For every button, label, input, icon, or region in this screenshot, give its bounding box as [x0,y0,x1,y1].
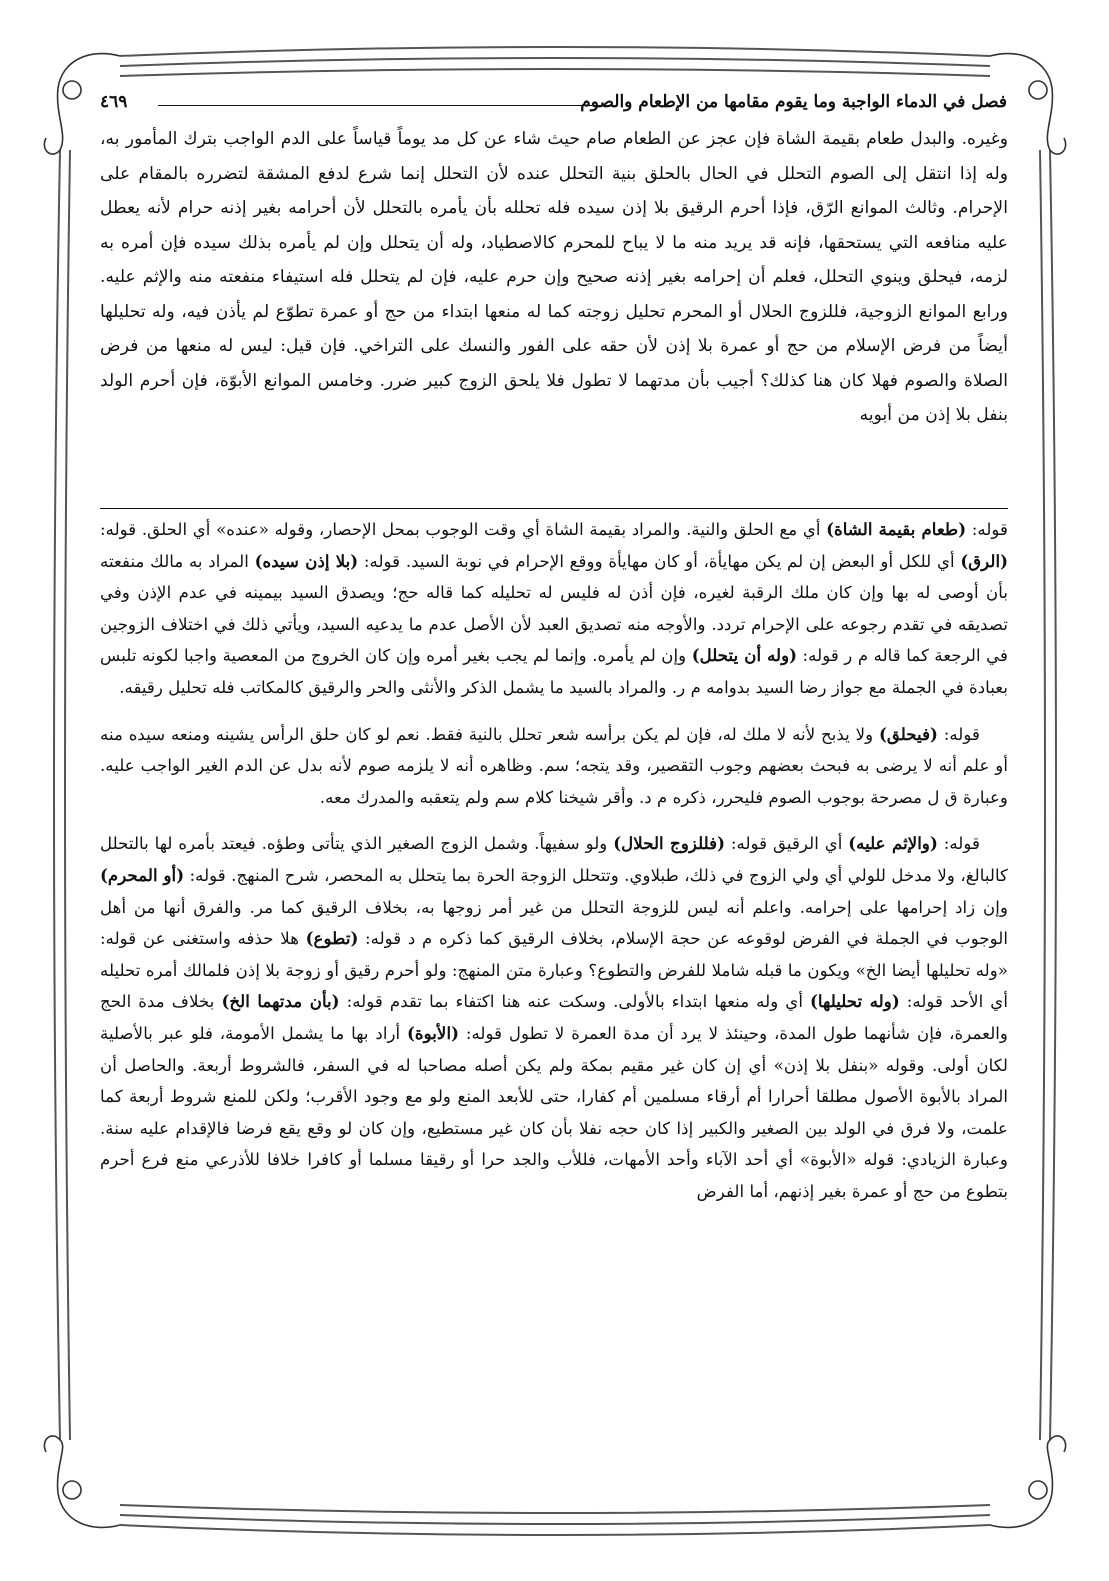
commentary [100,514,1008,1207]
main-paragraph: وغيره. والبدل طعام بقيمة الشاة فإن عجز عن الطعام صام حيث شاء عن كل مد يوماً قياساً على الدم الواجب بترك المأمور به، وله إذا انتقل إلى الصوم التحلل في الحال بالحلق بنية التحلل عنده لأن التحلل إنما شرع لدفع المشقة لتضرره بالمقام على الإحرام. وثالث الموانع الرّق، فإذا أحرم الرقيق بلا إذن سيده فله تحلله بأن يأمره بالتحلل لأن أحرامه بغير إذنه حرام لأنه يعطل عليه منافعه التي يستحقها، فإنه قد يريد منه ما لا يباح للمحرم كالاصطياد، وله أن يتحلل وإن لم يأمره بذلك سيده فإن أمره به لزمه، فيحلق وينوي التحلل، فعلم أن إحرامه بغير إذنه صحيح وإن حرم عليه، فإن لم يتحلل فله استيفاء منفعته منه والإثم عليه. ورابع الموانع الزوجية، فللزوج الحلال أو المحرم تحليل زوجته كما له منعها ابتداء من حج أو عمرة تطوّع لم يأذن فيه، وله تحليلها أيضاً من فرض الإسلام من حج أو عمرة بلا إذن لأن حقه على الفور والنسك على التراخي. فإن قيل: ليس له منعها من فرض الصلاة والصوم فهلا كان هنا كذلك؟ أجيب بأن مدتهما لا تطول فلا يلحق الزوج كبير ضرر. وخامس الموانع الأبوّة، فإن أحرم الولد بنفل بلا إذن من أبويه [100,129,1008,425]
commentary-paragraph-2: قوله: (فيحلق) ولا يذبح لأنه لا ملك له، فإن لم يكن برأسه شعر تحلل بالنية فقط. نعم لو كان حلق الرأس يشينه ومنعه سيده منه أو علم أنه لا يرضى به فبحث بعضهم وجوب التقصير، وقد يتجه؛ سم. وظاهره أنه لا يلزمه صوم لأنه بدل عن الدم الغير الواجب عليه. وعبارة ق ل مصرحة بوجوب الصوم فليحرر، ذكره م د. وأقر شيخنا كلام سم ولم يتعقبه والمدرك معه. [100,723,1008,807]
quoted-term: (تطوع) [305,928,359,949]
header-rule [158,105,612,106]
quoted-term: (الأبوة) [407,1022,459,1043]
quoted-term: (الرق) [960,550,1009,571]
main-text [100,122,1008,433]
quoted-term: (فللزوج الحلال) [613,833,726,854]
quoted-term: (بلا إذن سيده) [254,550,359,571]
commentary-paragraph-1: قوله: (طعام بقيمة الشاة) أي مع الحلق والنية. والمراد بقيمة الشاة أي وقت الوجوب بمحل الإحصار، وقوله «عنده» أي الحلق. قوله: (الرق) أي للكل أو البعض إن لم يكن مهايأة، أو كان مهايأة ووقع الإحرام في نوبة السيد. قوله: (بلا إذن سيده) المراد به مالك منفعته بأن أوصى له بها وإن كان ملك الرقبة لغيره، فإن أذن له فليس له تحليله كما قاله حج؛ ويصدق السيد بيمينه في عدم الإذن وفي تصديقه في تقدم رجوعه على الإحرام تردد. والأوجه منه تصديق العبد لأن الأصل عدم ما يدعيه السيد، ويأتي ذلك في اختلاف الزوجين في الرجعة كما قاله م ر قوله: (وله أن يتحلل) وإن لم يأمره. وإنما لم يجب بغير أمره وإن كان الخروج من المعصية واجبا لكونه تلبس بعبادة في الجملة مع جواز رضا السيد بدوامه م ر. والمراد بالسيد ما يشمل الذكر والأنثى والحر والرقيق كالمكاتب فله تحليل رقيقه. [100,519,1009,697]
chapter-title: فصل في الدماء الواجبة وما يقوم مقامها من الإطعام والصوم [580,92,1007,112]
footnote-divider [100,508,1008,509]
commentary-paragraph-3: قوله: (والإثم عليه) أي الرقيق قوله: (فللزوج الحلال) ولو سفيهاً. وشمل الزوج الصغير الذي يتأتى وطؤه. فيعتد بأمره لها بالتحلل كالبالغ، ولا مدخل للولي أي ولي الزوج في ذلك، طبلاوي. وتتحلل الزوجة الحرة بما يتحلل به المحصر، شرح المنهج. قوله: (أو المحرم) وإن زاد إحرامها على إحرامه. واعلم أنه ليس للزوجة التحلل من غير أمر زوجها به، بخلاف الرقيق كما مر. والفرق أنها من أهل الوجوب في الجملة في الفرض لوقوعه عن حجة الإسلام، بخلاف الرقيق كما ذكره م د قوله: (تطوع) هلا حذفه واستغنى عن قوله: «وله تحليلها أيضا الخ» ويكون ما قبله شاملا للفرض والتطوع؟ وعبارة متن المنهج: ولو أحرم رقيق أو زوجة بلا إذن فلمالك أمره تحليله أي الأحد قوله: (وله تحليلها) أي وله منعها ابتداء بالأولى. وسكت عنه هنا اكتفاء بما تقدم قوله: (بأن مدتهما الخ) بخلاف مدة الحج والعمرة، فإن شأنهما طول المدة، وحينئذ لا يرد أن مدة العمرة لا تطول قوله: (الأبوة) أراد بها ما يشمل الأمومة، فلو عبر بالأصلية لكان أولى. وقوله «بنفل بلا إذن» أي إن كان غير مقيم بمكة ولم يكن أصله مصاحبا له في السفر، فالشروط أربعة. والحاصل أن المراد بالأبوة الأصول مطلقا أحرارا أم أرقاء مسلمين أم كفارا، حتى للأبعد المنع ولو مع وجود الأقرب؛ ولكن للمنع شروط أربعة كما علمت، ولا فرق في الولد بين الصغير والكبير إذا كان حجه نفلا بأن كان غير مستطيع، وإن كان لو وقع يقع فرضا فالإقدام عليه سنة. وعبارة الزيادي: قوله «الأبوة» أي أحد الآباء وأحد الأمهات، فللأب والجد حرا أو رقيقا مسلما أو كافرا خلافا للأذرعي منع فرع أحرم بتطوع من حج أو عمرة بغير إذنهم، أما الفرض [100,833,1009,1201]
quoted-term: (والإثم عليه) [848,833,938,854]
quoted-term: (وله أن يتحلل) [691,645,798,666]
running-header [100,92,1007,122]
quoted-term: (طعام بقيمة الشاة) [826,519,967,539]
quoted-term: (بأن مدتهما الخ) [221,991,340,1012]
quoted-term: (وله تحليلها) [810,991,900,1012]
quoted-term: (أو المحرم) [100,864,185,885]
page-number: ٤٦٩ [100,92,128,112]
quoted-term: (فيحلق) [878,723,938,744]
